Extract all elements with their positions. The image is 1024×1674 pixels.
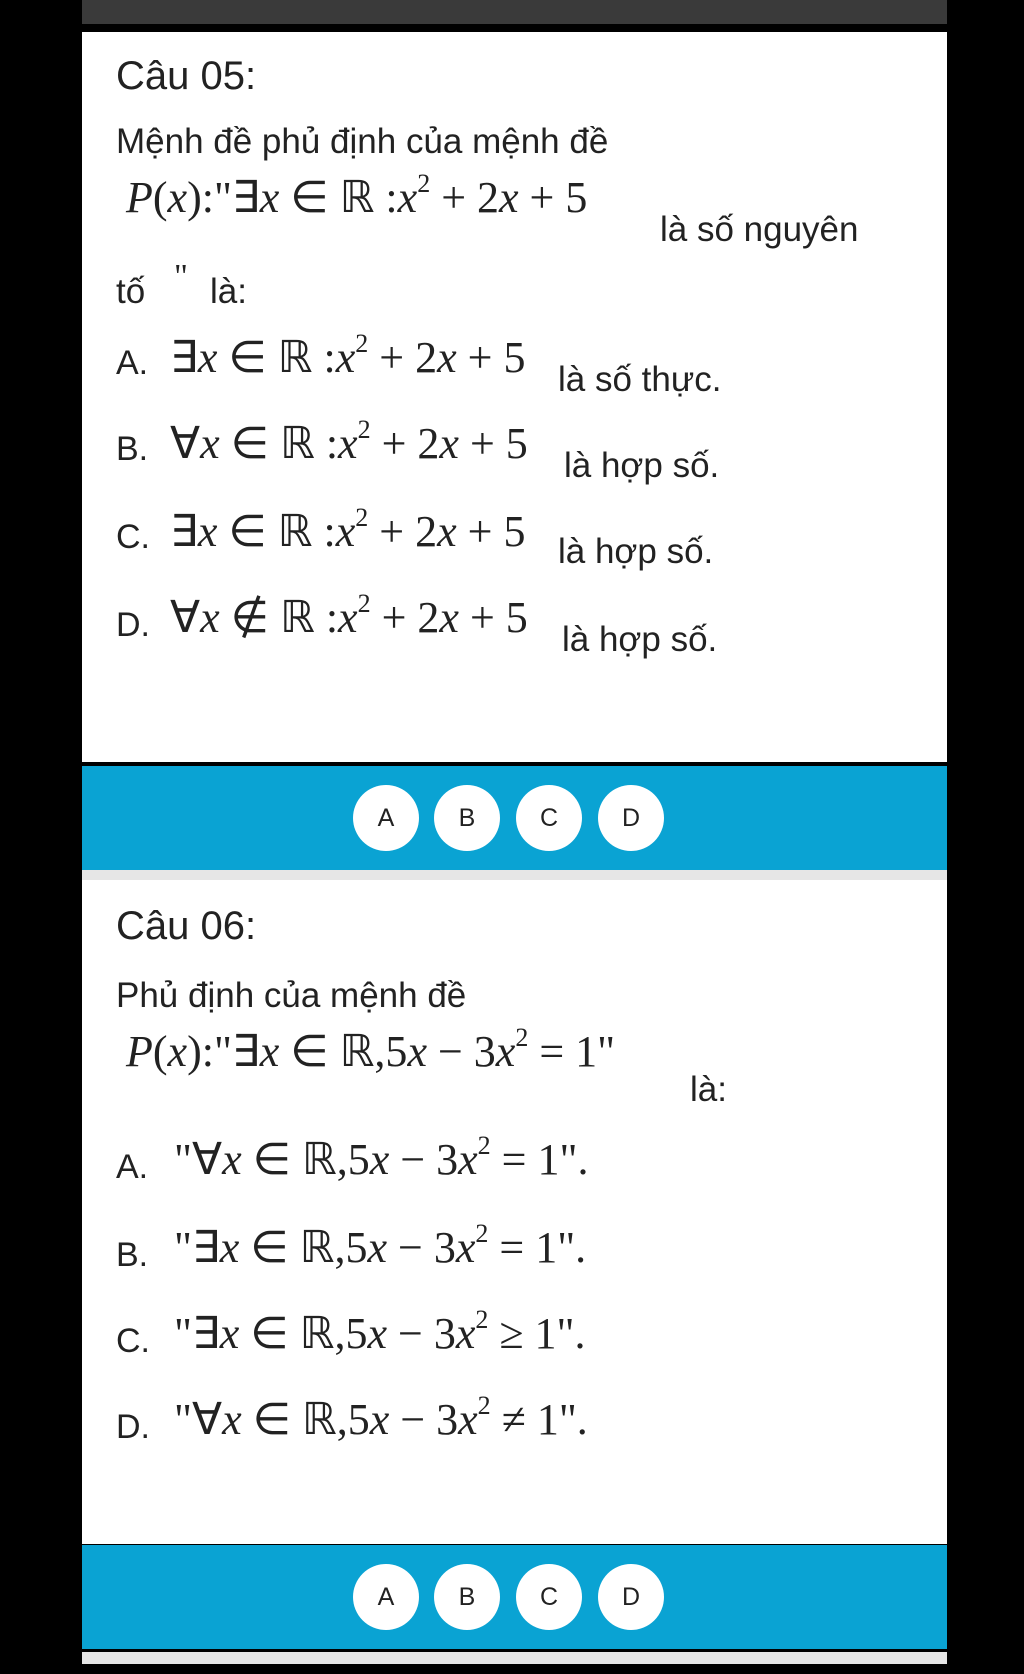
answer-button-a[interactable]: A: [353, 785, 419, 851]
option-a-tail: là số thực.: [558, 360, 722, 399]
option-letter-b: B.: [116, 430, 149, 468]
question-card-05: [82, 32, 947, 762]
answer-button-d[interactable]: D: [598, 785, 664, 851]
question-stem: Phủ định của mệnh đề: [116, 976, 467, 1015]
option-letter-c: C.: [116, 518, 150, 556]
option-b-math: ∀x ∈ ℝ $:x^2 + 2x + 5$: [170, 415, 528, 468]
question-stem-continued: tố: [116, 272, 146, 311]
math-proposition: P(x):"∃x ∈ ℝ $:x^2 + 2x + 5$: [126, 169, 588, 222]
answer-bar-05: [82, 766, 947, 870]
answer-button-d[interactable]: D: [598, 1564, 664, 1630]
option-b-math: "∃x ∈ ℝ,5x − $3x^2 = 1$".: [174, 1219, 587, 1272]
math-proposition: P(x):"∃x ∈ ℝ,5x − $3x^2 = 1$": [126, 1023, 616, 1076]
answer-button-c[interactable]: C: [516, 1564, 582, 1630]
option-letter-b: B.: [116, 1236, 149, 1274]
option-d-math: "∀x ∈ ℝ,5x − $3x^2 \ne 1$".: [174, 1391, 588, 1444]
question-title: Câu 06:: [116, 904, 257, 948]
option-letter-d: D.: [116, 606, 150, 644]
answer-button-b[interactable]: B: [434, 1564, 500, 1630]
question-title: Câu 05:: [116, 54, 257, 98]
option-d-math: ∀x ∉ ℝ $:x^2 + 2x + 5$: [170, 589, 528, 642]
option-c-tail: là hợp số.: [558, 532, 714, 571]
option-c-math: ∃x ∈ ℝ $:x^2 + 2x + 5$: [170, 503, 526, 556]
answer-button-b[interactable]: B: [434, 785, 500, 851]
option-letter-d: D.: [116, 1408, 150, 1446]
option-d-tail: là hợp số.: [562, 620, 718, 659]
question-stem: Mệnh đề phủ định của mệnh đề: [116, 122, 609, 161]
question-card-06: [82, 880, 947, 1544]
answer-button-a[interactable]: A: [353, 1564, 419, 1630]
option-a-math: ∃x ∈ ℝ $:x^2 + 2x + 5$: [170, 329, 526, 382]
question-stem-end: là:: [210, 272, 247, 311]
answer-button-c[interactable]: C: [516, 785, 582, 851]
card-separator-bottom: [82, 1652, 947, 1664]
option-letter-a: A.: [116, 1148, 149, 1186]
answer-bar-06: [82, 1545, 947, 1649]
question-stem-tail: là số nguyên: [660, 210, 859, 249]
option-a-math: "∀x ∈ ℝ,5x − $3x^2 = 1$".: [174, 1131, 589, 1184]
card-separator: [82, 870, 947, 880]
option-letter-c: C.: [116, 1322, 150, 1360]
top-bar: [82, 0, 947, 24]
option-letter-a: A.: [116, 344, 149, 382]
option-b-tail: là hợp số.: [564, 446, 720, 485]
option-c-math: "∃x ∈ ℝ,5x − $3x^2 \ge 1$".: [174, 1305, 586, 1358]
question-stem-end: là:: [690, 1070, 727, 1109]
closing-quote: ": [174, 258, 188, 295]
